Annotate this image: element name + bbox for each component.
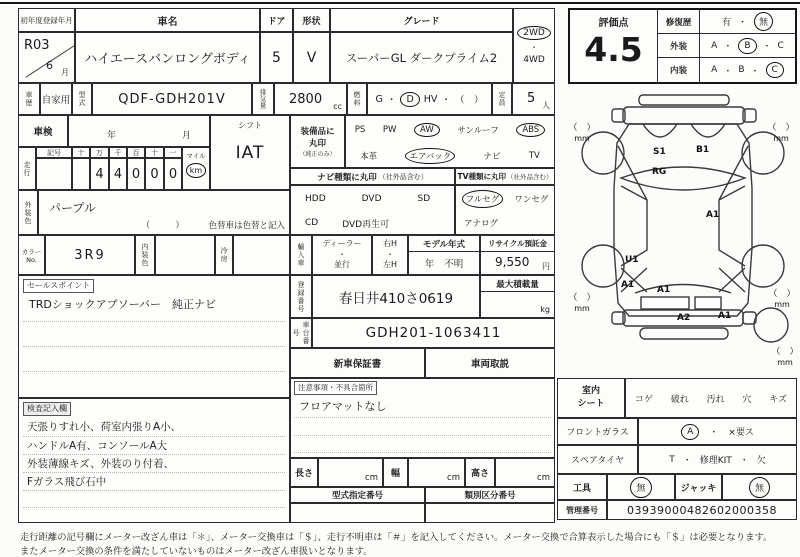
equip-airbag-circled: エアバック [405, 148, 455, 164]
front-glass-a-circled: A [681, 424, 699, 440]
mileage-sign-value [36, 158, 72, 190]
equip-leather: 本革 [360, 152, 378, 162]
digit-value-5: 0 [164, 158, 182, 190]
damage-code-rear-center: A1 [657, 285, 671, 295]
model-year-unit: 年 [424, 259, 435, 270]
nav-type-header: ナビ種類に丸印 （社外品含む） [290, 168, 455, 185]
shape-header: 形状 [293, 8, 330, 32]
drive-2wd-circled: 2WD [517, 26, 551, 40]
equip-pw: PW [382, 124, 397, 135]
nav-dvd: DVD [361, 194, 382, 204]
km-circled: km [186, 163, 206, 178]
digit-header-0: 十 [72, 147, 90, 158]
digit-value-2: 4 [109, 158, 127, 190]
first-reg-value [18, 32, 75, 83]
tv-type-options [455, 185, 555, 235]
tv-oneseg: ワンセグ [514, 195, 549, 205]
seat-tear: 破れ [670, 394, 689, 405]
tools-none-circled: 無 [630, 477, 651, 498]
body-color-value: パープル [49, 201, 96, 215]
registration-label: 登録番号 [290, 275, 312, 318]
displacement-unit: cc [333, 102, 342, 111]
repair-label: 修復歴 [658, 10, 700, 33]
equip-navi: ナビ [483, 152, 501, 162]
sales-point-tab: セールスポイント [23, 279, 94, 293]
front-glass-options: A ・ ×要ス [638, 418, 797, 445]
model-code-value: QDF-GDH201V [92, 83, 252, 115]
caution-box [290, 378, 555, 458]
damage-code-rear-bumper-right: A1 [718, 311, 732, 321]
body-color-note: 色替車は色替と記入 [208, 221, 285, 231]
recycle-header: リサイクル預託金 [481, 236, 554, 252]
shaken-label: 車検 [18, 115, 68, 147]
recycle-cell [480, 235, 555, 275]
first-reg-year: R03 [24, 38, 50, 53]
digit-header-4: 十 [145, 147, 164, 158]
repair-options: 有 ・ 無 [700, 10, 795, 33]
damage-code-left-quarter: U1 [625, 255, 639, 265]
tv-fullseg-circled: フルセグ [462, 190, 504, 208]
tools-value [607, 474, 675, 500]
digit-value-3: 0 [127, 158, 145, 190]
drive-4wd: 4WD [523, 55, 545, 65]
width-value: cm [408, 458, 465, 487]
front-glass-label: フロントガラス [557, 418, 638, 445]
damage-code-hood-right: B1 [696, 145, 710, 155]
note-line: Fガラス飛び石中 [27, 476, 107, 488]
capacity-value: 5 人 [512, 83, 555, 115]
interior-color-value [155, 235, 215, 275]
equip-ps: PS [354, 124, 366, 135]
first-reg-header [18, 8, 75, 32]
footer-note-line2: またメーター交換の条件を満たしていないものはメーター改ざん車扱いとなります。 [20, 546, 373, 557]
month-unit: 月 [61, 68, 69, 77]
nav-hdd: HDD [305, 194, 326, 204]
displacement-label: 排気量 [252, 83, 274, 115]
model-code-label: 型式 [72, 83, 92, 115]
mm-unit: mm [574, 134, 590, 143]
mm-unit: mm [773, 134, 789, 143]
length-label: 長さ [290, 458, 318, 487]
tread-bracket: （ ） [568, 123, 596, 133]
import-dealer-cell: ディーラー ・ 並行 [312, 235, 372, 275]
tools-label: 工具 [557, 474, 607, 500]
grade-value: スーパーGL ダークプライム2 [330, 32, 513, 83]
ac-value [233, 235, 290, 275]
grade-header: グレード [330, 8, 513, 32]
height-label: 高さ [465, 458, 495, 487]
digit-header-1: 万 [90, 147, 109, 158]
note-line: 外装薄線キズ、外装のり付着、 [27, 458, 175, 470]
note-line: 天張りすれ小、荷室内張りA小、 [27, 421, 182, 433]
max-load-cell [480, 275, 555, 318]
seat-scratch: キズ [769, 394, 788, 405]
seat-burn: コゲ [634, 394, 653, 405]
exterior-label: 外装 [658, 34, 700, 57]
model-year-cell [408, 235, 480, 275]
fuel-d-circled: D [400, 92, 419, 107]
handle-cell: 右H ・ 左H [372, 235, 408, 275]
capacity-label: 定員 [492, 83, 512, 115]
fuel-g: G [375, 93, 383, 105]
designation-header: 型式指定番号 [290, 487, 425, 503]
tv-analog: アナログ [464, 219, 499, 229]
warranty-cell: 新車保証書 [290, 348, 425, 378]
score-label: 評価点 [598, 18, 629, 29]
mileage-unit-cell [182, 147, 210, 190]
repair-yes: 有 [721, 18, 731, 28]
shaken-year-unit: 年 [107, 131, 117, 141]
seat-label: 室内 シート [557, 378, 625, 418]
damage-code-rear-bumper-center: A2 [677, 313, 691, 323]
nav-sd: SD [417, 194, 431, 204]
shape-value: V [293, 32, 330, 83]
color-no-value: 3R9 [45, 235, 135, 275]
ac-label: 冷房 [215, 235, 233, 275]
caution-tab: 注意事項・不具合箇所 [294, 381, 377, 395]
seat-stain: 汚れ [706, 394, 725, 405]
sales-point-box [18, 275, 290, 398]
equipment-label-cell: 装備品に 丸印 （純正のみ） [290, 115, 345, 168]
recycle-amount: 9,550 [495, 255, 530, 269]
tread-bracket: （ ） [568, 293, 596, 303]
drive-dot: ・ [530, 43, 538, 52]
capacity-unit: 人 [542, 101, 550, 110]
color-no-label: カラー No. [18, 235, 45, 275]
spare-kit: 修理KIT [699, 456, 732, 466]
mile-label: マイル [186, 152, 206, 160]
evaluation-score: 4.5 [584, 30, 643, 69]
registration-number: 春日井410さ0619 [312, 275, 480, 318]
door-header: ドア [260, 8, 293, 32]
spare-t: T [669, 454, 675, 465]
mm-unit: mm [774, 300, 790, 309]
yen-unit: 円 [542, 262, 550, 271]
shaken-month-unit: 月 [181, 131, 191, 141]
interior-color-label: 内装色 [135, 235, 155, 275]
history-label: 車歴 [18, 83, 40, 115]
top-rule [0, 2, 800, 4]
chassis-number: GDH201-1063411 [312, 318, 555, 348]
width-label: 幅 [383, 458, 408, 487]
fuel-label: 燃料 [347, 83, 367, 115]
digit-value-1: 4 [90, 158, 109, 190]
mileage-sign-header: 記号 [36, 147, 72, 158]
equip-sunroof: サンルーフ [457, 125, 499, 136]
digit-header-2: 千 [109, 147, 127, 158]
damage-code-windshield: RG [652, 167, 667, 177]
body-color-label: 外装色 [18, 190, 38, 235]
tread-bracket: （ ） [768, 289, 796, 299]
classification-value [425, 503, 555, 523]
nav-type-options [290, 185, 455, 235]
mm-unit: mm [777, 358, 793, 367]
car-name-value: ハイエースバンロングボディ [75, 32, 260, 83]
control-number-value: 03939000482602000358 [607, 500, 797, 520]
first-reg-label: 初年度登録年月 [20, 15, 73, 25]
door-value: 5 [260, 32, 293, 83]
interior-c-circled: C [766, 62, 784, 78]
interior-label: 内装 [658, 58, 700, 82]
history-value: 自家用 [40, 83, 72, 115]
dealer-option: ディーラー [322, 239, 362, 249]
inspector-notes-tab: 検査記入欄 [23, 402, 71, 416]
evaluation-box [568, 8, 797, 84]
right-handle: 右H [382, 239, 397, 249]
jack-value [722, 474, 797, 500]
control-number-label: 管理番号 [557, 500, 607, 520]
digit-header-5: 一 [164, 147, 182, 158]
digit-value-4: 0 [145, 158, 164, 190]
length-value: cm [318, 458, 383, 487]
classification-header: 類別区分番号 [425, 487, 555, 503]
damage-code-hood-left: S1 [653, 147, 666, 157]
seat-hole: 穴 [742, 394, 752, 405]
exterior-options: A ・ B ・ C [700, 34, 795, 57]
jack-label: ジャッキ [675, 474, 722, 500]
parallel-option: 並行 [334, 260, 350, 270]
inspector-notes-box [18, 398, 290, 523]
footer-note-line1: 走行距離の記号欄にメーター改ざん車は「＊」、メーター交換車は「＄」、走行不明車は「＃」を記入してください。メーター交換で合算表示した場合にも「＄」は必要となります。 [20, 532, 773, 543]
digit-value-0 [72, 158, 90, 190]
repair-no-circled: 無 [754, 12, 773, 31]
fuel-options: G ・ D HV ・ （ ） [367, 83, 492, 115]
manual-cell: 車両取説 [425, 348, 555, 378]
shift-label: シフト [238, 121, 262, 130]
spare-tire-label: スペアタイヤ [557, 445, 638, 474]
equip-abs-circled: ABS [516, 123, 545, 137]
model-year-value: 不明 [444, 259, 464, 270]
equip-tv: TV [528, 151, 540, 161]
jack-none-circled: 無 [749, 477, 770, 498]
digit-header-3: 百 [127, 147, 145, 158]
nav-cd: CD [305, 218, 319, 228]
damage-code-right-side: A1 [706, 210, 720, 220]
spare-bracket: （ ） [771, 347, 799, 357]
shaken-value [68, 115, 210, 147]
import-label: 輸入車 [290, 235, 312, 275]
drive-cell [513, 8, 555, 83]
equip-aw-circled: AW [414, 123, 440, 137]
designation-value [290, 503, 425, 523]
car-name-header: 車名 [75, 8, 260, 32]
max-load-unit: kg [540, 305, 550, 314]
fuel-hv: HV [423, 93, 438, 105]
nav-dvd-play: DVD再生可 [342, 219, 390, 230]
mm-unit: mm [574, 304, 590, 313]
model-year-header: モデル年式 [409, 236, 479, 252]
fuel-other: （ ） [454, 95, 484, 106]
mileage-label: 走行 [18, 147, 36, 190]
shift-value: IAT [235, 143, 265, 163]
height-value: cm [495, 458, 555, 487]
chassis-label: 車台番号 [290, 318, 312, 348]
body-color-cell [38, 190, 290, 235]
tv-type-header: TV種類に丸印 （社外品含む） [455, 168, 555, 185]
sales-point-text: TRDショックアブソーバー 純正ナビ [29, 298, 217, 311]
caution-text: フロアマットなし [299, 400, 387, 413]
displacement-value: 2800 cc [274, 83, 347, 115]
damage-code-left-rear: A1 [621, 280, 635, 290]
equipment-options [345, 115, 555, 168]
exterior-b-circled: B [738, 38, 756, 54]
spare-missing: 欠 [756, 456, 766, 466]
max-load-header: 最大積載量 [481, 276, 554, 292]
equipment-label-sub: （純正のみ） [299, 151, 336, 158]
front-glass-x: ×要ス [728, 428, 754, 438]
spare-tire-options: T ・ 修理KIT ・ 欠 [638, 445, 797, 474]
shift-cell [210, 115, 290, 190]
left-handle: 左H [382, 260, 397, 270]
first-reg-month: 6 [46, 59, 53, 72]
body-color-paren: （ ） [141, 221, 184, 231]
tread-bracket: （ ） [767, 123, 795, 133]
note-line: ハンドルA有、コンソールA大 [27, 440, 168, 452]
seat-options [625, 378, 797, 418]
interior-options: A ・ B ・ C [700, 58, 795, 82]
car-top-view-diagram [555, 86, 800, 378]
